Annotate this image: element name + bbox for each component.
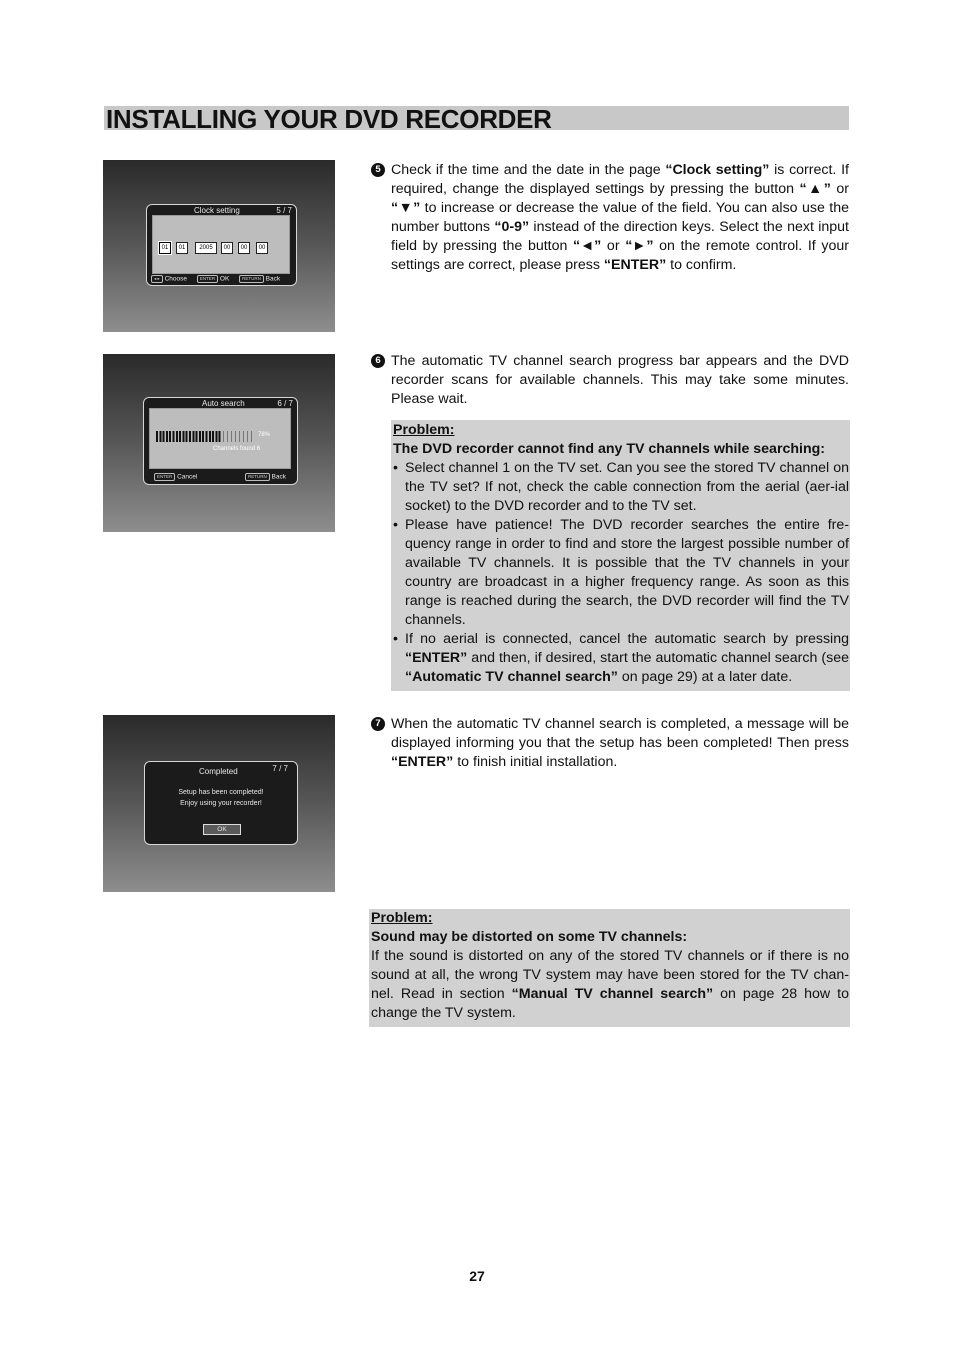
- list-item: • If no aerial is connected, cancel the automatic search by pressing “ENTER” and then, if desired, start the automatic channel search (see “Automatic TV channel search” on page 29) at a later date.: [393, 630, 849, 687]
- back-label: Back: [265, 275, 281, 283]
- channels-found-label: Channels found 6: [213, 446, 261, 452]
- list-item: • Please have patience! The DVD recorder searches the entire fre-quency range in order to find and store the largest possible number of available TV channels. It is possible that the TV channels in your country are broadcast in a higher frequency range. As soon as this range is reached during the search, the DVD recorder will find the TV channels.: [393, 516, 849, 630]
- enter-key-icon: ENTER: [197, 275, 218, 283]
- step-indicator: 6 / 7: [277, 399, 293, 408]
- auto-search-screenshot: [103, 354, 335, 532]
- problem-subtitle: Sound may be distorted on some TV channels:: [371, 929, 688, 945]
- second-field[interactable]: 00: [256, 242, 268, 254]
- problem-box-sound-distorted: [369, 909, 850, 1027]
- clock-fields-panel: [152, 215, 290, 274]
- dialog-title: Auto search: [202, 399, 245, 408]
- enter-key-icon: ENTER: [154, 473, 175, 481]
- completed-message-line1: Setup has been completed!: [178, 789, 264, 796]
- clock-setting-screenshot: [103, 160, 335, 332]
- page-title: INSTALLING YOUR DVD RECORDER: [106, 104, 552, 134]
- year-field[interactable]: 2005: [195, 242, 217, 254]
- dialog-footer: [151, 275, 280, 283]
- step-6-text: The automatic TV channel search progress bar appears and the DVD recorder scans for available channels. This may take some minutes. Please wait.: [391, 353, 849, 407]
- dialog-title: Clock setting: [194, 206, 240, 215]
- title-bar: [104, 104, 849, 134]
- dialog-title: Completed: [199, 767, 238, 776]
- hour-field[interactable]: 00: [221, 242, 233, 254]
- step-number-badge: 5: [371, 163, 385, 177]
- progress-remaining: [223, 431, 254, 442]
- step-7-text: When the automatic TV channel search is completed, a message will be displayed informing you that the setup has been completed! Then press “ENTER” to finish initial installation.: [391, 716, 849, 770]
- step-number-badge: 6: [371, 354, 385, 368]
- step-indicator: 7 / 7: [272, 764, 288, 773]
- step-5-instructions: [371, 161, 849, 275]
- day-field[interactable]: 01: [159, 242, 171, 254]
- ok-button[interactable]: OK: [203, 824, 241, 835]
- clock-setting-dialog: [146, 204, 297, 286]
- completed-dialog: [144, 761, 298, 845]
- progress-fill: [156, 431, 221, 442]
- page-number: 27: [469, 1268, 485, 1284]
- return-key-icon: RETURN: [245, 473, 270, 481]
- return-key-icon: RETURN: [239, 275, 264, 283]
- back-label: Back: [271, 473, 286, 481]
- dialog-footer: [154, 473, 292, 481]
- problem-subtitle: The DVD recorder cannot find any TV channels while searching:: [393, 441, 826, 457]
- step-number-badge: 7: [371, 717, 385, 731]
- choose-label: Choose: [164, 275, 187, 283]
- completed-screenshot: [103, 715, 335, 892]
- completed-message-line2: Enjoy using your recorder!: [180, 800, 262, 807]
- step-7-instructions: [371, 715, 849, 772]
- step-5-text: Check if the time and the date in the page “Clock setting” is correct. If required, change the displayed settings by pressing the button “▲” or “▼” to increase or decrease the value of the field. You can also use the number buttons “0-9” instead of the direction keys. Select the next input field by pressing the button “◄” or “►” on the remote control. If your settings are correct, please press “ENTER” to confirm.: [391, 162, 850, 273]
- auto-search-dialog: [143, 397, 298, 485]
- ok-label: OK: [219, 275, 230, 283]
- problem-box-no-channels: [391, 420, 850, 691]
- progress-percent: 78%: [258, 432, 271, 438]
- minute-field[interactable]: 00: [238, 242, 250, 254]
- problem-title: Problem:: [393, 422, 455, 438]
- progress-bar: [156, 431, 254, 442]
- problem-description: If the sound is distorted on any of the stored TV channels or if there is no sound at all, the wrong TV system may have been stored for the TV chan-nel. Read in section “Manual TV channel search” on page 28 how to change the TV system.: [371, 948, 849, 1021]
- list-item: • Select channel 1 on the TV set. Can you see the stored TV channel on the TV set? If not, check the cable connection from the aerial (aer-ial socket) to the DVD recorder and to the TV set.: [393, 459, 849, 516]
- month-field[interactable]: 01: [176, 242, 188, 254]
- step-indicator: 5 / 7: [276, 206, 292, 215]
- cancel-label: Cancel: [177, 473, 198, 481]
- problem-title: Problem:: [371, 910, 433, 926]
- problem-solutions-list: [393, 459, 849, 687]
- step-6-instructions: [371, 352, 849, 409]
- progress-panel: [149, 408, 291, 469]
- arrow-keys-icon: ◂ ▸: [151, 275, 163, 283]
